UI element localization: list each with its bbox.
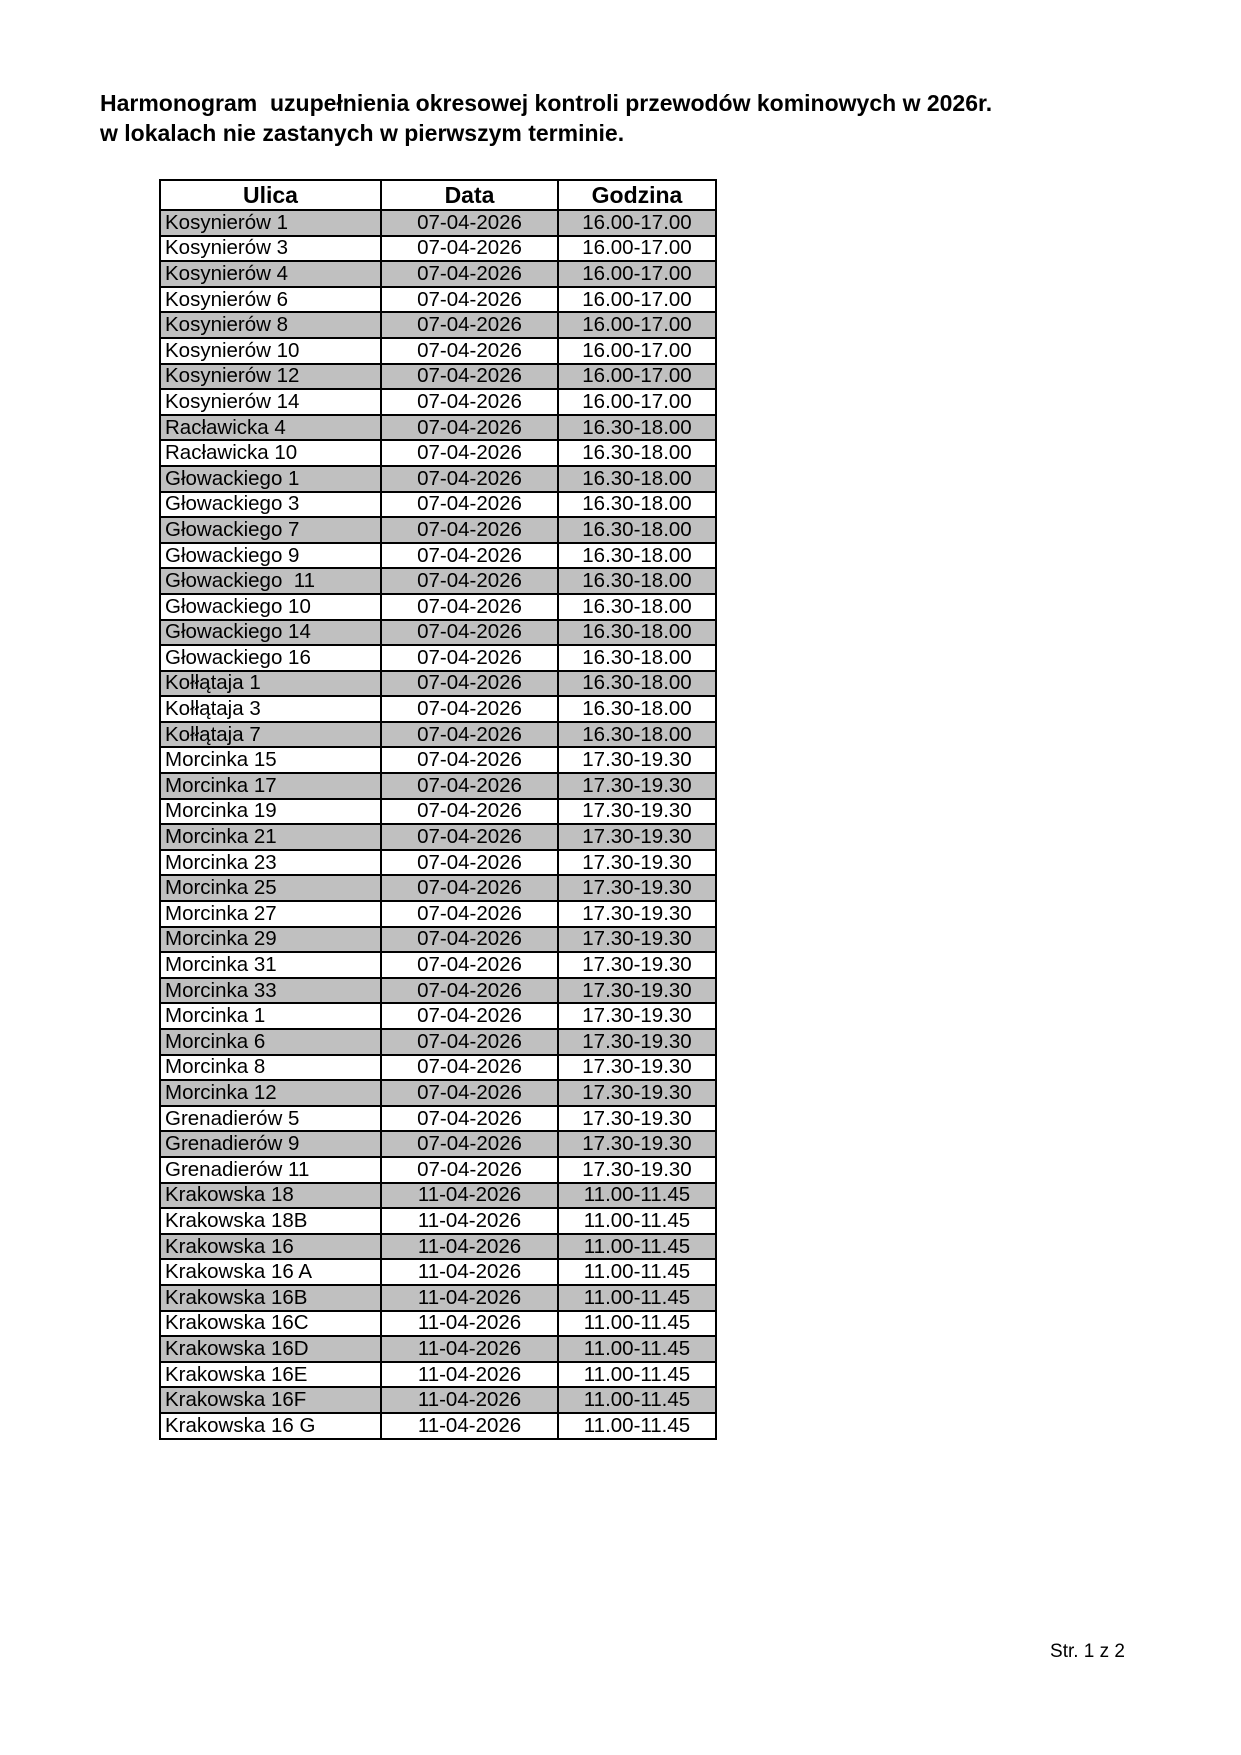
cell-data: 07-04-2026 [381,236,558,262]
cell-data: 07-04-2026 [381,543,558,569]
cell-godzina: 11.00-11.45 [558,1285,716,1311]
cell-godzina: 11.00-11.45 [558,1362,716,1388]
table-row [160,1131,716,1157]
table-row [160,312,716,338]
cell-ulica: Morcinka 1 [160,1003,381,1029]
table-row [160,952,716,978]
table-row [160,287,716,313]
cell-godzina: 16.30-18.00 [558,492,716,518]
cell-data: 07-04-2026 [381,952,558,978]
cell-godzina: 16.30-18.00 [558,620,716,646]
cell-data: 07-04-2026 [381,466,558,492]
cell-godzina: 17.30-19.30 [558,1157,716,1183]
table-row [160,1362,716,1388]
cell-ulica: Głowackiego 11 [160,568,381,594]
cell-godzina: 17.30-19.30 [558,1055,716,1081]
cell-data: 07-04-2026 [381,620,558,646]
cell-godzina: 16.00-17.00 [558,338,716,364]
table-row [160,747,716,773]
table-row [160,492,716,518]
cell-data: 07-04-2026 [381,696,558,722]
cell-data: 07-04-2026 [381,210,558,236]
table-row [160,978,716,1004]
cell-ulica: Morcinka 27 [160,901,381,927]
cell-ulica: Grenadierów 5 [160,1106,381,1132]
cell-godzina: 17.30-19.30 [558,1131,716,1157]
cell-ulica: Krakowska 16D [160,1336,381,1362]
table-row [160,901,716,927]
cell-godzina: 17.30-19.30 [558,1080,716,1106]
cell-data: 07-04-2026 [381,517,558,543]
cell-godzina: 17.30-19.30 [558,1003,716,1029]
table-row [160,1157,716,1183]
header-godzina: Godzina [558,180,716,210]
cell-godzina: 16.30-18.00 [558,671,716,697]
cell-ulica: Głowackiego 14 [160,620,381,646]
cell-data: 11-04-2026 [381,1311,558,1337]
cell-ulica: Morcinka 21 [160,824,381,850]
table-row [160,850,716,876]
cell-ulica: Kołłątaja 1 [160,671,381,697]
cell-ulica: Kosynierów 12 [160,364,381,390]
cell-data: 07-04-2026 [381,722,558,748]
cell-ulica: Kołłątaja 3 [160,696,381,722]
table-row [160,671,716,697]
cell-ulica: Kosynierów 8 [160,312,381,338]
cell-data: 07-04-2026 [381,671,558,697]
title-line-2: w lokalach nie zastanych w pierwszym terminie. [100,120,625,146]
table-row [160,261,716,287]
table-row [160,1055,716,1081]
cell-data: 07-04-2026 [381,747,558,773]
cell-godzina: 17.30-19.30 [558,850,716,876]
cell-data: 07-04-2026 [381,338,558,364]
table-row [160,722,716,748]
cell-godzina: 16.30-18.00 [558,543,716,569]
table-row [160,1106,716,1132]
cell-godzina: 16.30-18.00 [558,415,716,441]
table-row [160,696,716,722]
header-ulica: Ulica [160,180,381,210]
table-row [160,799,716,825]
cell-godzina: 11.00-11.45 [558,1259,716,1285]
cell-ulica: Głowackiego 1 [160,466,381,492]
cell-ulica: Kosynierów 6 [160,287,381,313]
cell-data: 11-04-2026 [381,1234,558,1260]
cell-data: 11-04-2026 [381,1387,558,1413]
cell-ulica: Morcinka 33 [160,978,381,1004]
cell-ulica: Racławicka 10 [160,440,381,466]
cell-godzina: 16.30-18.00 [558,517,716,543]
cell-godzina: 16.00-17.00 [558,261,716,287]
cell-godzina: 17.30-19.30 [558,799,716,825]
cell-godzina: 16.30-18.00 [558,645,716,671]
cell-data: 11-04-2026 [381,1362,558,1388]
cell-ulica: Kosynierów 1 [160,210,381,236]
cell-data: 07-04-2026 [381,824,558,850]
table-row [160,1183,716,1209]
table-row [160,824,716,850]
cell-ulica: Morcinka 29 [160,927,381,953]
cell-godzina: 16.00-17.00 [558,364,716,390]
document-title [100,88,1100,148]
cell-ulica: Krakowska 16C [160,1311,381,1337]
cell-godzina: 16.00-17.00 [558,287,716,313]
cell-godzina: 17.30-19.30 [558,927,716,953]
cell-data: 07-04-2026 [381,799,558,825]
cell-ulica: Krakowska 16 A [160,1259,381,1285]
table-row [160,1336,716,1362]
cell-godzina: 16.30-18.00 [558,568,716,594]
cell-ulica: Morcinka 6 [160,1029,381,1055]
cell-data: 11-04-2026 [381,1183,558,1209]
table-row [160,1311,716,1337]
cell-godzina: 17.30-19.30 [558,773,716,799]
cell-ulica: Krakowska 18 [160,1183,381,1209]
schedule-table-body [160,210,716,1439]
table-row [160,338,716,364]
table-row [160,236,716,262]
cell-ulica: Kołłątaja 7 [160,722,381,748]
cell-godzina: 11.00-11.45 [558,1336,716,1362]
cell-ulica: Grenadierów 11 [160,1157,381,1183]
cell-data: 07-04-2026 [381,415,558,441]
cell-godzina: 17.30-19.30 [558,875,716,901]
cell-ulica: Kosynierów 10 [160,338,381,364]
table-row [160,645,716,671]
cell-godzina: 17.30-19.30 [558,824,716,850]
cell-ulica: Głowackiego 3 [160,492,381,518]
page-number: Str. 1 z 2 [1050,1641,1125,1662]
cell-data: 07-04-2026 [381,1131,558,1157]
cell-data: 07-04-2026 [381,645,558,671]
table-row [160,1413,716,1439]
cell-data: 07-04-2026 [381,568,558,594]
cell-ulica: Morcinka 19 [160,799,381,825]
cell-data: 07-04-2026 [381,287,558,313]
header-data: Data [381,180,558,210]
table-row [160,1285,716,1311]
table-row [160,389,716,415]
cell-godzina: 16.00-17.00 [558,210,716,236]
cell-godzina: 11.00-11.45 [558,1387,716,1413]
cell-ulica: Racławicka 4 [160,415,381,441]
cell-data: 07-04-2026 [381,1003,558,1029]
cell-data: 07-04-2026 [381,927,558,953]
cell-ulica: Morcinka 31 [160,952,381,978]
cell-data: 07-04-2026 [381,901,558,927]
cell-ulica: Morcinka 23 [160,850,381,876]
cell-ulica: Krakowska 16E [160,1362,381,1388]
cell-godzina: 16.30-18.00 [558,594,716,620]
cell-data: 07-04-2026 [381,312,558,338]
cell-data: 11-04-2026 [381,1208,558,1234]
cell-data: 11-04-2026 [381,1413,558,1439]
cell-ulica: Krakowska 16B [160,1285,381,1311]
cell-ulica: Głowackiego 7 [160,517,381,543]
cell-ulica: Krakowska 16F [160,1387,381,1413]
cell-godzina: 17.30-19.30 [558,1106,716,1132]
table-row [160,773,716,799]
cell-godzina: 11.00-11.45 [558,1234,716,1260]
cell-ulica: Morcinka 25 [160,875,381,901]
cell-data: 07-04-2026 [381,389,558,415]
cell-godzina: 17.30-19.30 [558,952,716,978]
table-row [160,440,716,466]
table-row [160,517,716,543]
cell-godzina: 17.30-19.30 [558,1029,716,1055]
table-row [160,1259,716,1285]
table-row [160,1234,716,1260]
cell-ulica: Kosynierów 3 [160,236,381,262]
table-row [160,1003,716,1029]
cell-data: 07-04-2026 [381,1055,558,1081]
cell-godzina: 11.00-11.45 [558,1183,716,1209]
table-row [160,364,716,390]
cell-data: 07-04-2026 [381,364,558,390]
table-row [160,1080,716,1106]
cell-ulica: Morcinka 17 [160,773,381,799]
cell-data: 07-04-2026 [381,261,558,287]
title-line-1: Harmonogram uzupełnienia okresowej kontroli przewodów kominowych w 2026r. [100,90,993,116]
cell-data: 07-04-2026 [381,1080,558,1106]
cell-data: 11-04-2026 [381,1259,558,1285]
table-row [160,210,716,236]
table-row [160,1029,716,1055]
cell-data: 07-04-2026 [381,492,558,518]
cell-godzina: 11.00-11.45 [558,1208,716,1234]
cell-ulica: Głowackiego 16 [160,645,381,671]
table-row [160,620,716,646]
cell-data: 07-04-2026 [381,1029,558,1055]
cell-ulica: Głowackiego 10 [160,594,381,620]
cell-godzina: 16.30-18.00 [558,466,716,492]
cell-ulica: Krakowska 16 [160,1234,381,1260]
cell-godzina: 16.00-17.00 [558,236,716,262]
cell-ulica: Krakowska 18B [160,1208,381,1234]
cell-godzina: 11.00-11.45 [558,1413,716,1439]
cell-data: 07-04-2026 [381,1106,558,1132]
cell-godzina: 16.30-18.00 [558,722,716,748]
cell-data: 07-04-2026 [381,850,558,876]
table-header-row [160,180,716,210]
cell-godzina: 16.30-18.00 [558,696,716,722]
cell-ulica: Kosynierów 4 [160,261,381,287]
cell-ulica: Morcinka 12 [160,1080,381,1106]
cell-godzina: 16.00-17.00 [558,312,716,338]
table-row [160,466,716,492]
cell-ulica: Morcinka 15 [160,747,381,773]
cell-godzina: 17.30-19.30 [558,901,716,927]
cell-ulica: Morcinka 8 [160,1055,381,1081]
table-row [160,875,716,901]
table-row [160,568,716,594]
cell-godzina: 17.30-19.30 [558,747,716,773]
cell-data: 07-04-2026 [381,1157,558,1183]
table-row [160,1208,716,1234]
cell-godzina: 11.00-11.45 [558,1311,716,1337]
table-row [160,543,716,569]
cell-godzina: 16.00-17.00 [558,389,716,415]
table-row [160,415,716,441]
table-row [160,927,716,953]
cell-data: 11-04-2026 [381,1336,558,1362]
cell-data: 07-04-2026 [381,875,558,901]
cell-ulica: Krakowska 16 G [160,1413,381,1439]
cell-data: 07-04-2026 [381,594,558,620]
schedule-table [159,179,717,1440]
cell-data: 07-04-2026 [381,773,558,799]
table-row [160,1387,716,1413]
cell-ulica: Grenadierów 9 [160,1131,381,1157]
table-row [160,594,716,620]
cell-ulica: Głowackiego 9 [160,543,381,569]
cell-data: 11-04-2026 [381,1285,558,1311]
cell-godzina: 16.30-18.00 [558,440,716,466]
cell-data: 07-04-2026 [381,978,558,1004]
cell-ulica: Kosynierów 14 [160,389,381,415]
cell-godzina: 17.30-19.30 [558,978,716,1004]
cell-data: 07-04-2026 [381,440,558,466]
